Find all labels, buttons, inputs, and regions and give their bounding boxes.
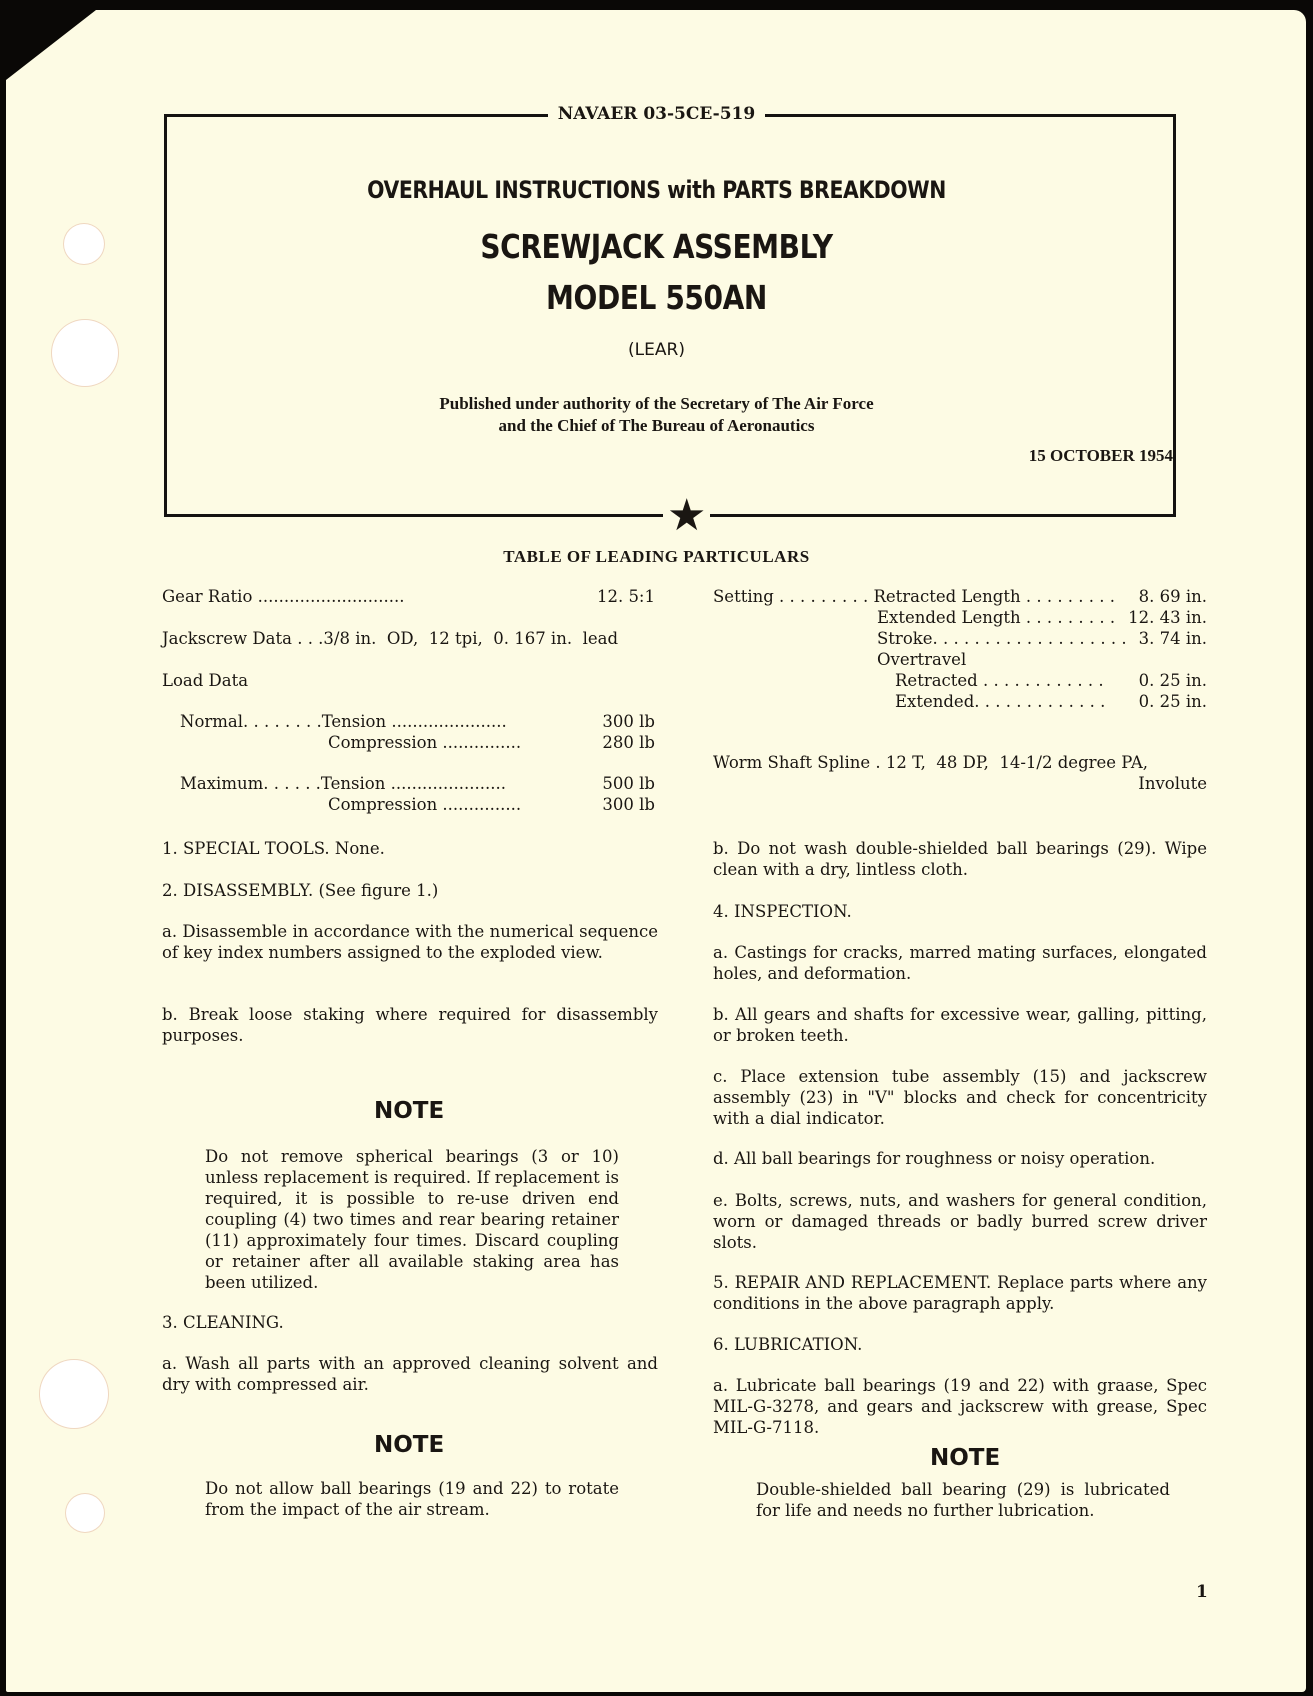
particular-value: 300 lb xyxy=(602,712,655,731)
inspection-step-a: a. Castings for cracks, marred mating surfaces, elongated holes, and deformation. xyxy=(713,943,1207,983)
particular-value: 0. 25 in. xyxy=(1138,671,1207,690)
section-lubrication: 6. LUBRICATION. xyxy=(713,1335,863,1354)
particular-value: 3. 74 in. xyxy=(1138,629,1207,648)
note-heading: NOTE xyxy=(930,1445,1001,1471)
particular-label: Jackscrew Data . . .3/8 in. OD, 12 tpi, 0. 167 in. lead xyxy=(162,629,619,648)
document-subtitle: OVERHAUL INSTRUCTIONS with PARTS BREAKDOWN xyxy=(367,176,946,204)
note-text: Double-shielded ball bearing (29) is lubricated for life and needs no further lubrication. xyxy=(756,1480,1170,1520)
document-number: NAVAER 03-5CE-519 xyxy=(0,104,1313,124)
section-disassembly: 2. DISASSEMBLY. (See figure 1.) xyxy=(162,881,439,900)
particular-label: Gear Ratio ............................ xyxy=(162,587,405,606)
disassembly-step-b: b. Break loose staking where required for disassembly purposes. xyxy=(162,1005,658,1045)
inspection-step-c: c. Place extension tube assembly (15) and jackscrew assembly (23) in "V" blocks and check for concentricity with a dial indicator. xyxy=(713,1067,1207,1128)
particular-label: Extended Length . . . . . . . . . xyxy=(877,608,1116,627)
authority-statement: Published under authority of the Secretary of The Air Force and the Chief of The Bureau of Aeronautics xyxy=(439,394,874,435)
cleaning-step-a: a. Wash all parts with an approved cleaning solvent and dry with compressed air. xyxy=(162,1354,658,1394)
model-title: MODEL 550AN xyxy=(546,278,767,317)
binder-hole xyxy=(40,1360,108,1428)
particular-label: Stroke. . . . . . . . . . . . . . . . . . . xyxy=(877,629,1127,648)
leading-particulars-title: TABLE OF LEADING PARTICULARS xyxy=(503,547,810,566)
particular-value: 12. 43 in. xyxy=(1128,608,1207,627)
document-title: SCREWJACK ASSEMBLY xyxy=(480,227,833,266)
particular-value: 8. 69 in. xyxy=(1138,587,1207,606)
cleaning-step-b: b. Do not wash double-shielded ball bearings (29). Wipe clean with a dry, lintless cloth. xyxy=(713,839,1207,879)
manufacturer: (LEAR) xyxy=(628,340,685,360)
binder-hole xyxy=(66,1494,104,1532)
lubrication-step-a: a. Lubricate ball bearings (19 and 22) with graase, Spec MIL-G-3278, and gears and jackscrew with grease, Spec MIL-G-7118. xyxy=(713,1376,1207,1437)
particular-label: Worm Shaft Spline . 12 T, 48 DP, 14-1/2 degree PA, xyxy=(713,753,1149,772)
particular-label: Maximum. . . . . .Tension ...................... xyxy=(180,774,506,793)
section-cleaning: 3. CLEANING. xyxy=(162,1313,284,1332)
section-repair-replacement: 5. REPAIR AND REPLACEMENT. Replace parts where any conditions in the above paragraph apply. xyxy=(713,1273,1207,1313)
particular-value: 0. 25 in. xyxy=(1138,692,1207,711)
particular-label: Setting . . . . . . . . . Retracted Length . . . . . . . . . xyxy=(713,587,1116,606)
publication-date: 15 OCTOBER 1954 xyxy=(1028,446,1173,465)
note-text: Do not remove spherical bearings (3 or 10) unless replacement is required. If replacement is required, it is possible to re-use driven end coupling (4) two times and rear bearing retainer (11) approximately four times. Discard coupling or retainer after all available staking area has been utilized. xyxy=(205,1147,619,1292)
particular-label: Load Data xyxy=(162,671,249,690)
particular-label: Compression ............... xyxy=(328,733,522,752)
note-text: Do not allow ball bearings (19 and 22) to rotate from the impact of the air stream. xyxy=(205,1479,619,1519)
particular-value: 280 lb xyxy=(602,733,655,752)
inspection-step-e: e. Bolts, screws, nuts, and washers for general condition, worn or damaged threads or badly burred screw driver slots. xyxy=(713,1191,1207,1252)
particular-label: Normal. . . . . . . .Tension ...................... xyxy=(180,712,507,731)
page-number: 1 xyxy=(1196,1582,1208,1602)
particular-value: Involute xyxy=(1138,774,1207,793)
particular-value: 300 lb xyxy=(602,795,655,814)
particular-label: Retracted . . . . . . . . . . . . xyxy=(895,671,1104,690)
star-icon: ★ xyxy=(663,494,710,538)
particular-label: Extended. . . . . . . . . . . . . xyxy=(895,692,1106,711)
note-heading: NOTE xyxy=(374,1432,445,1458)
section-special-tools: 1. SPECIAL TOOLS. None. xyxy=(162,839,385,858)
inspection-step-d: d. All ball bearings for roughness or noisy operation. xyxy=(713,1149,1156,1168)
particular-value: 500 lb xyxy=(602,774,655,793)
note-heading: NOTE xyxy=(374,1098,445,1124)
particular-label: Compression ............... xyxy=(328,795,522,814)
particular-label: Overtravel xyxy=(877,650,967,669)
disassembly-step-a: a. Disassemble in accordance with the numerical sequence of key index numbers assigned to the exploded view. xyxy=(162,922,658,962)
particular-value: 12. 5:1 xyxy=(596,587,655,606)
inspection-step-b: b. All gears and shafts for excessive wear, galling, pitting, or broken teeth. xyxy=(713,1005,1207,1045)
section-inspection: 4. INSPECTION. xyxy=(713,902,852,921)
